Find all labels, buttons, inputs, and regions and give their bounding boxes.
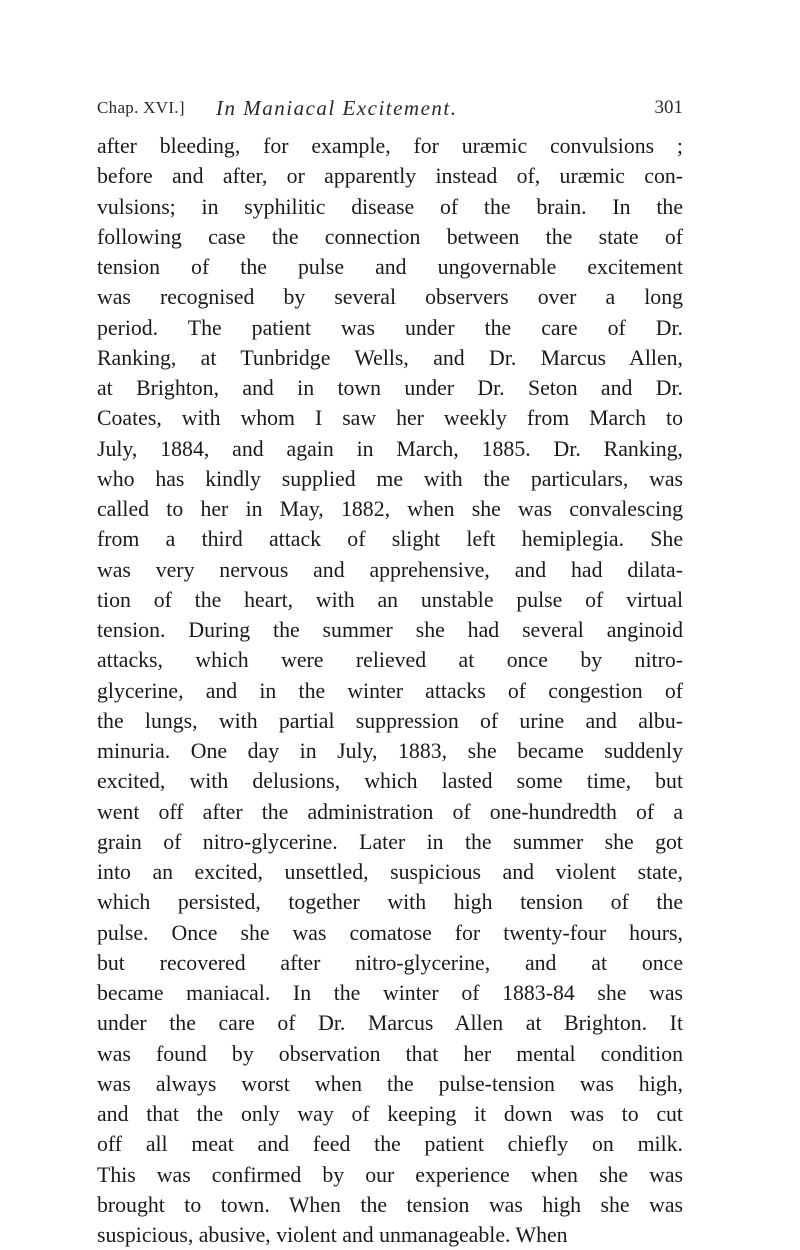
text-line: pulse. Once she was comatose for twenty-four hours,: [97, 920, 683, 945]
text-line: the lungs, with partial suppression of urine and albu-: [97, 708, 683, 733]
text-line: became maniacal. In the winter of 1883-84 she was: [97, 981, 683, 1005]
running-head: [97, 93, 683, 123]
text-line: period. The patient was under the care of Dr.: [97, 315, 683, 340]
text-line: off all meat and feed the patient chiefly on milk.: [97, 1132, 683, 1157]
text-line: suspicious, abusive, violent and unmanageable. When: [97, 1223, 568, 1247]
text-line: from a third attack of slight left hemiplegia. She: [97, 527, 683, 552]
text-line: which persisted, together with high tension of the: [97, 890, 683, 915]
text-line: went off after the administration of one-hundredth of a: [97, 799, 683, 824]
text-line: under the care of Dr. Marcus Allen at Brighton. It: [97, 1011, 683, 1036]
text-line: was found by observation that her mental condition: [97, 1041, 683, 1066]
text-line: was recognised by several observers over a long: [97, 285, 683, 310]
page-number: 301: [654, 97, 683, 118]
text-line: tion of the heart, with an unstable pulse of virtual: [97, 587, 683, 612]
text-line: was always worst when the pulse-tension was high,: [97, 1071, 683, 1096]
text-line: vulsions; in syphilitic disease of the brain. In the: [97, 194, 683, 219]
text-line: excited, with delusions, which lasted some time, but: [97, 769, 683, 794]
text-line: brought to town. When the tension was high she was: [97, 1192, 683, 1217]
text-line: minuria. One day in July, 1883, she became suddenly: [97, 739, 683, 763]
chapter-label: Chap. XVI.]: [97, 98, 185, 117]
text-line: and that the only way of keeping it down was to cut: [97, 1102, 683, 1126]
text-line: at Brighton, and in town under Dr. Seton and Dr.: [97, 376, 683, 400]
text-line: into an excited, unsettled, suspicious and violent state,: [97, 860, 683, 884]
text-line: tension. During the summer she had several anginoid: [97, 618, 683, 642]
text-line: attacks, which were relieved at once by nitro-: [97, 648, 683, 673]
text-line: before and after, or apparently instead of, uræmic con-: [97, 164, 683, 189]
text-line: following case the connection between the state of: [97, 224, 683, 249]
text-line: tension of the pulse and ungovernable excitement: [97, 255, 683, 279]
text-line: grain of nitro-glycerine. Later in the summer she got: [97, 829, 683, 854]
text-line: Ranking, at Tunbridge Wells, and Dr. Marcus Allen,: [97, 345, 683, 370]
text-line: was very nervous and apprehensive, and had dilata-: [97, 557, 683, 582]
body-paragraph: [97, 131, 683, 1250]
text-line: after bleeding, for example, for uræmic convulsions ;: [97, 134, 683, 158]
text-line: who has kindly supplied me with the particulars, was: [97, 466, 683, 491]
text-line: Coates, with whom I saw her weekly from March to: [97, 406, 683, 431]
text-line: called to her in May, 1882, when she was convalescing: [97, 497, 683, 521]
text-line: glycerine, and in the winter attacks of congestion of: [97, 678, 683, 703]
running-title: In Maniacal Excitement.: [216, 96, 458, 120]
text-line: This was confirmed by our experience when she was: [97, 1162, 683, 1187]
text-line: July, 1884, and again in March, 1885. Dr. Ranking,: [97, 436, 683, 461]
text-line: but recovered after nitro-glycerine, and at once: [97, 950, 683, 975]
